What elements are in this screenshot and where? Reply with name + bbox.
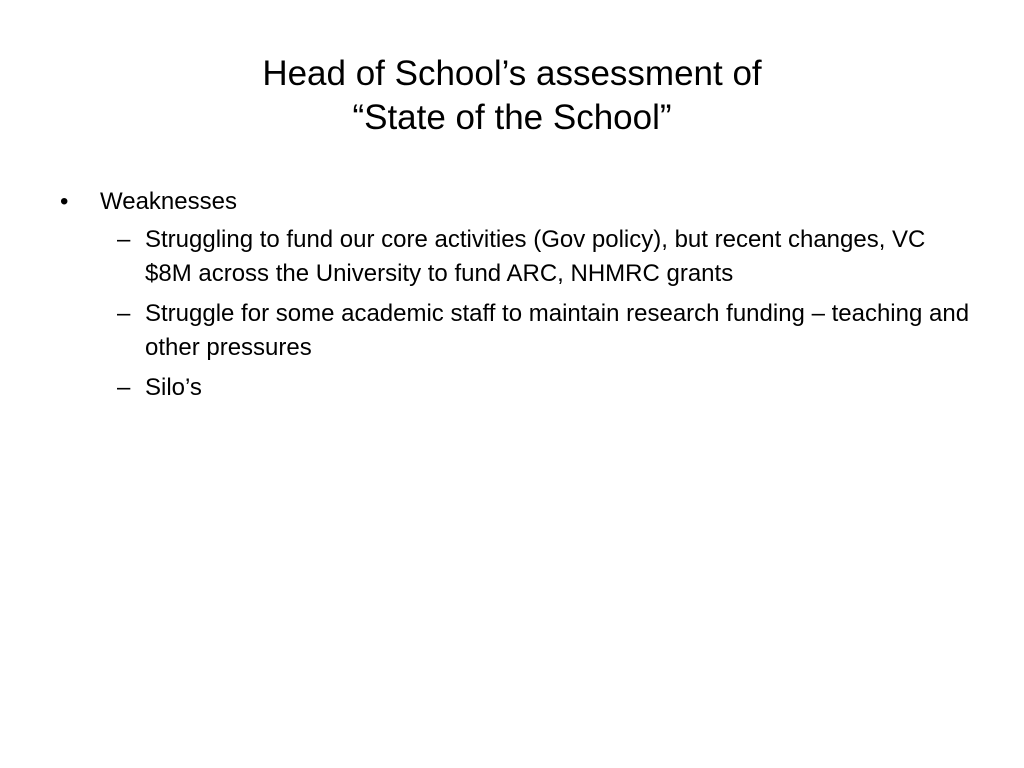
- sub-bullet-marker: –: [117, 226, 131, 253]
- bullet-weaknesses: [60, 185, 970, 219]
- slide-body: [60, 185, 970, 411]
- bullet-marker: •: [60, 188, 69, 215]
- sub-bullet-list: [60, 223, 970, 405]
- sub-bullet-item: [117, 297, 970, 365]
- slide-title: [0, 52, 1024, 140]
- sub-bullet-marker: –: [117, 300, 131, 327]
- bullet-label: Weaknesses: [100, 188, 237, 215]
- sub-bullet-text: Silo’s: [145, 374, 202, 401]
- title-line-2: “State of the School”: [352, 98, 672, 137]
- sub-bullet-text: Struggle for some academic staff to maintain research funding – teaching and other pressures: [145, 300, 970, 361]
- sub-bullet-text: Struggling to fund our core activities (Gov policy), but recent changes, VC $8M across the University to fund ARC, NHMRC grants: [145, 226, 926, 287]
- sub-bullet-item: [117, 371, 970, 405]
- sub-bullet-marker: –: [117, 374, 131, 401]
- sub-bullet-item: [117, 223, 970, 291]
- title-line-1: Head of School’s assessment of: [262, 54, 762, 93]
